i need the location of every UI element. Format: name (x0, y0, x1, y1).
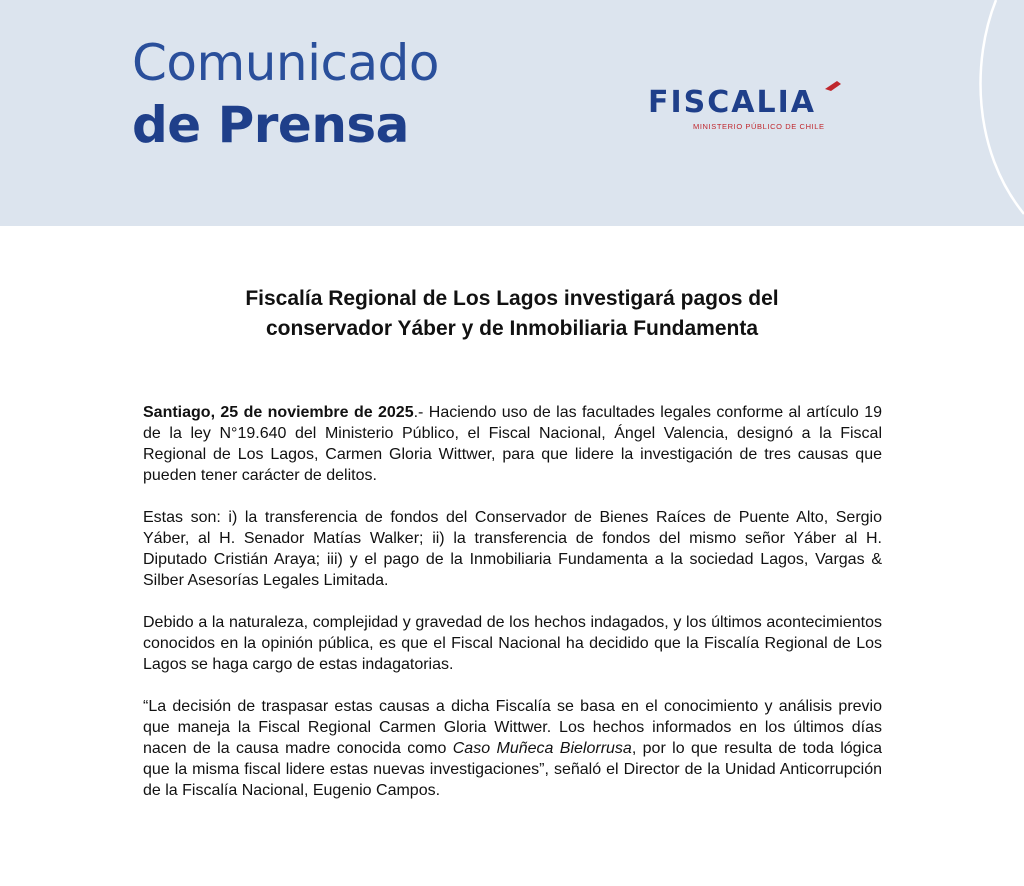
heading-de-prensa: de Prensa (132, 96, 409, 154)
quote-text-a: “La decisión de traspasar estas causas a dicha Fiscalía se basa en el conocimiento y análisis previo que maneja la Fiscal Regional Carmen Gloria Wittwer. Los hechos informados en los últimos días nacen de la causa madre conocida como (143, 698, 882, 757)
quote-text-b: , por lo que resulta de toda lógica que la misma fiscal lidere estas nuevas investigaciones”, señaló el Director de la Unidad Anticorrupción de la Fiscalía Nacional, Eugenio Campos. (143, 740, 882, 799)
fiscalia-logo (648, 85, 874, 131)
article-title (100, 284, 924, 344)
paragraph-1-text: .- Haciendo uso de las facultades legales conforme al artículo 19 de la ley N°19.640 del Ministerio Público, el Fiscal Nacional, Ángel Valencia, designó a la Fiscal Regional de Los Lagos, Carmen Gloria Wittwer, para que lidere la investigación de tres causas que pueden tener carácter de delitos. (143, 404, 882, 484)
header-banner (0, 0, 1024, 226)
case-name: Caso Muñeca Bielorrusa (452, 740, 632, 757)
heading-comunicado: Comunicado (132, 34, 439, 92)
paragraph-4 (143, 696, 882, 801)
paragraph-1 (143, 402, 882, 486)
paragraph-3: Debido a la naturaleza, complejidad y gravedad de los hechos indagados, y los últimos acontecimientos conocidos en la opinión pública, es que el Fiscal Nacional ha decidido que la Fiscalía Regional de Los Lagos se haga cargo de estas indagatorias. (143, 614, 882, 673)
logo-wordmark: FISCALIA (648, 85, 816, 120)
dateline: Santiago, 25 de noviembre de 2025 (143, 404, 414, 421)
article-body (143, 402, 882, 822)
logo-subtitle: MINISTERIO PÚBLICO DE CHILE (693, 122, 825, 131)
paragraph-2: Estas son: i) la transferencia de fondos del Conservador de Bienes Raíces de Puente Alto, Sergio Yáber, al H. Senador Matías Walker; ii) la transferencia de fondos del mismo señor Yáber al H. Diputado Cristián Araya; iii) y el pago de la Inmobiliaria Fundamenta a la sociedad Lagos, Vargas & Silber Asesorías Legales Limitada. (143, 509, 882, 589)
logo-accent-icon (823, 79, 853, 91)
title-line-1: Fiscalía Regional de Los Lagos investigará pagos del (245, 287, 779, 310)
title-line-2: conservador Yáber y de Inmobiliaria Fundamenta (265, 317, 759, 340)
